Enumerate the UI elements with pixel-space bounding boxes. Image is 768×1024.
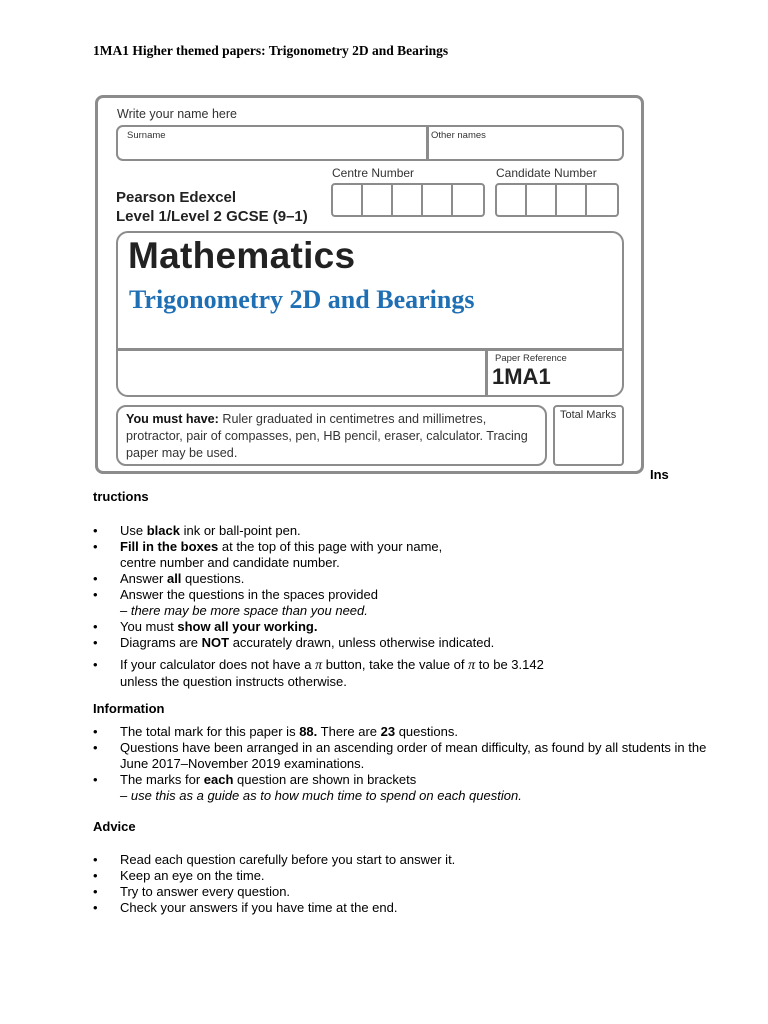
paper-reference-label: Paper Reference — [495, 353, 567, 364]
information-list — [93, 724, 713, 804]
digit-cell — [393, 185, 423, 215]
paper-title: Trigonometry 2D and Bearings — [129, 285, 475, 314]
advice-heading: Advice — [93, 819, 136, 834]
item-text: Diagrams are — [120, 635, 202, 650]
digit-cell — [363, 185, 393, 215]
name-divider — [426, 127, 429, 159]
other-names-label: Other names — [431, 130, 486, 141]
item-text: You must — [120, 619, 178, 634]
item-text: to be 3.142 — [475, 657, 544, 672]
equipment-list: Ruler graduated in centimetres and millimetres, protractor, pair of compasses, pen, HB pencil, eraser, calculator. Tracing paper may be used. — [126, 412, 528, 460]
item-text: questions. — [181, 571, 245, 586]
board-name: Pearson Edexcel — [116, 189, 237, 206]
reference-divider — [485, 348, 488, 397]
item-text: Questions have been arranged in an ascending order of mean difficulty, as found by all students in the June 2017–November 2019 examinations. — [120, 740, 707, 771]
list-item: • Try to answer every question. — [93, 884, 713, 900]
item-text: If your calculator does not have a — [120, 657, 316, 672]
list-item — [93, 571, 713, 587]
item-bold: Fill in the boxes — [120, 539, 219, 554]
list-item: • Check your answers if you have time at the end. — [93, 900, 713, 916]
list-item — [93, 523, 713, 539]
list-item — [93, 740, 713, 772]
total-marks-label: Total Marks — [560, 409, 617, 421]
digit-cell — [587, 185, 617, 215]
item-text: button, take the value of — [322, 657, 469, 672]
list-item — [93, 657, 713, 690]
item-text: questions. — [395, 724, 458, 739]
item-text: Answer — [120, 571, 167, 586]
item-text: The marks for — [120, 772, 204, 787]
item-text: ink or ball-point pen. — [179, 523, 301, 538]
item-bold: black — [146, 523, 180, 538]
pi-symbol: π — [468, 658, 476, 673]
item-bold: each — [203, 772, 234, 787]
paper-reference-code: 1MA1 — [492, 364, 551, 389]
list-item: • Keep an eye on the time. — [93, 868, 713, 884]
surname-label: Surname — [127, 130, 166, 141]
item-text: centre number and candidate number. — [120, 555, 340, 570]
list-item — [93, 724, 713, 740]
write-name-label: Write your name here — [117, 107, 237, 121]
item-bold: show all your working. — [177, 619, 318, 634]
digit-cell — [557, 185, 587, 215]
instructions-heading-part2: tructions — [93, 489, 149, 504]
item-text: unless the question instructs otherwise. — [120, 674, 347, 689]
name-fields — [116, 125, 624, 161]
total-marks-box — [553, 405, 624, 466]
list-item — [93, 587, 713, 619]
title-box — [116, 231, 624, 397]
digit-cell — [453, 185, 483, 215]
digit-cell — [333, 185, 363, 215]
item-bold: 23 — [380, 724, 396, 739]
list-item — [93, 635, 713, 651]
document-header: 1MA1 Higher themed papers: Trigonometry 2D and Bearings — [93, 43, 449, 58]
instructions-heading-part1: Ins — [650, 467, 669, 482]
qualification-level: Level 1/Level 2 GCSE (9–1) — [116, 208, 308, 225]
item-bold: NOT — [201, 635, 230, 650]
exam-board — [116, 188, 308, 226]
item-italic: – there may be more space than you need. — [120, 603, 368, 618]
information-heading: Information — [93, 701, 165, 716]
digit-cell — [527, 185, 557, 215]
item-text: at the top of this page with your name, — [218, 539, 443, 554]
item-text: question are shown in brackets — [233, 772, 417, 787]
pi-symbol: π — [315, 658, 323, 673]
item-text: The total mark for this paper is — [120, 724, 300, 739]
subject-title: Mathematics — [128, 235, 356, 276]
item-text: accurately drawn, unless otherwise indicated. — [229, 635, 495, 650]
item-italic: – use this as a guide as to how much time to spend on each question. — [120, 788, 522, 803]
candidate-number-boxes — [495, 183, 619, 217]
cover-sheet — [95, 95, 644, 474]
item-text: Use — [120, 523, 147, 538]
digit-cell — [497, 185, 527, 215]
equipment-heading: You must have: — [126, 412, 219, 426]
list-item: • Read each question carefully before you start to answer it. — [93, 852, 713, 868]
list-item — [93, 539, 713, 571]
item-bold: all — [166, 571, 182, 586]
instructions-list — [93, 523, 713, 690]
item-text: Answer the questions in the spaces provided — [120, 587, 378, 602]
title-divider — [118, 348, 622, 351]
item-text: There are — [317, 724, 381, 739]
item-bold: 88. — [299, 724, 318, 739]
centre-number-boxes — [331, 183, 485, 217]
list-item — [93, 619, 713, 635]
equipment-box — [116, 405, 547, 466]
centre-number-label: Centre Number — [332, 166, 415, 180]
advice-list — [93, 852, 713, 916]
list-item — [93, 772, 713, 804]
candidate-number-label: Candidate Number — [496, 166, 597, 180]
digit-cell — [423, 185, 453, 215]
